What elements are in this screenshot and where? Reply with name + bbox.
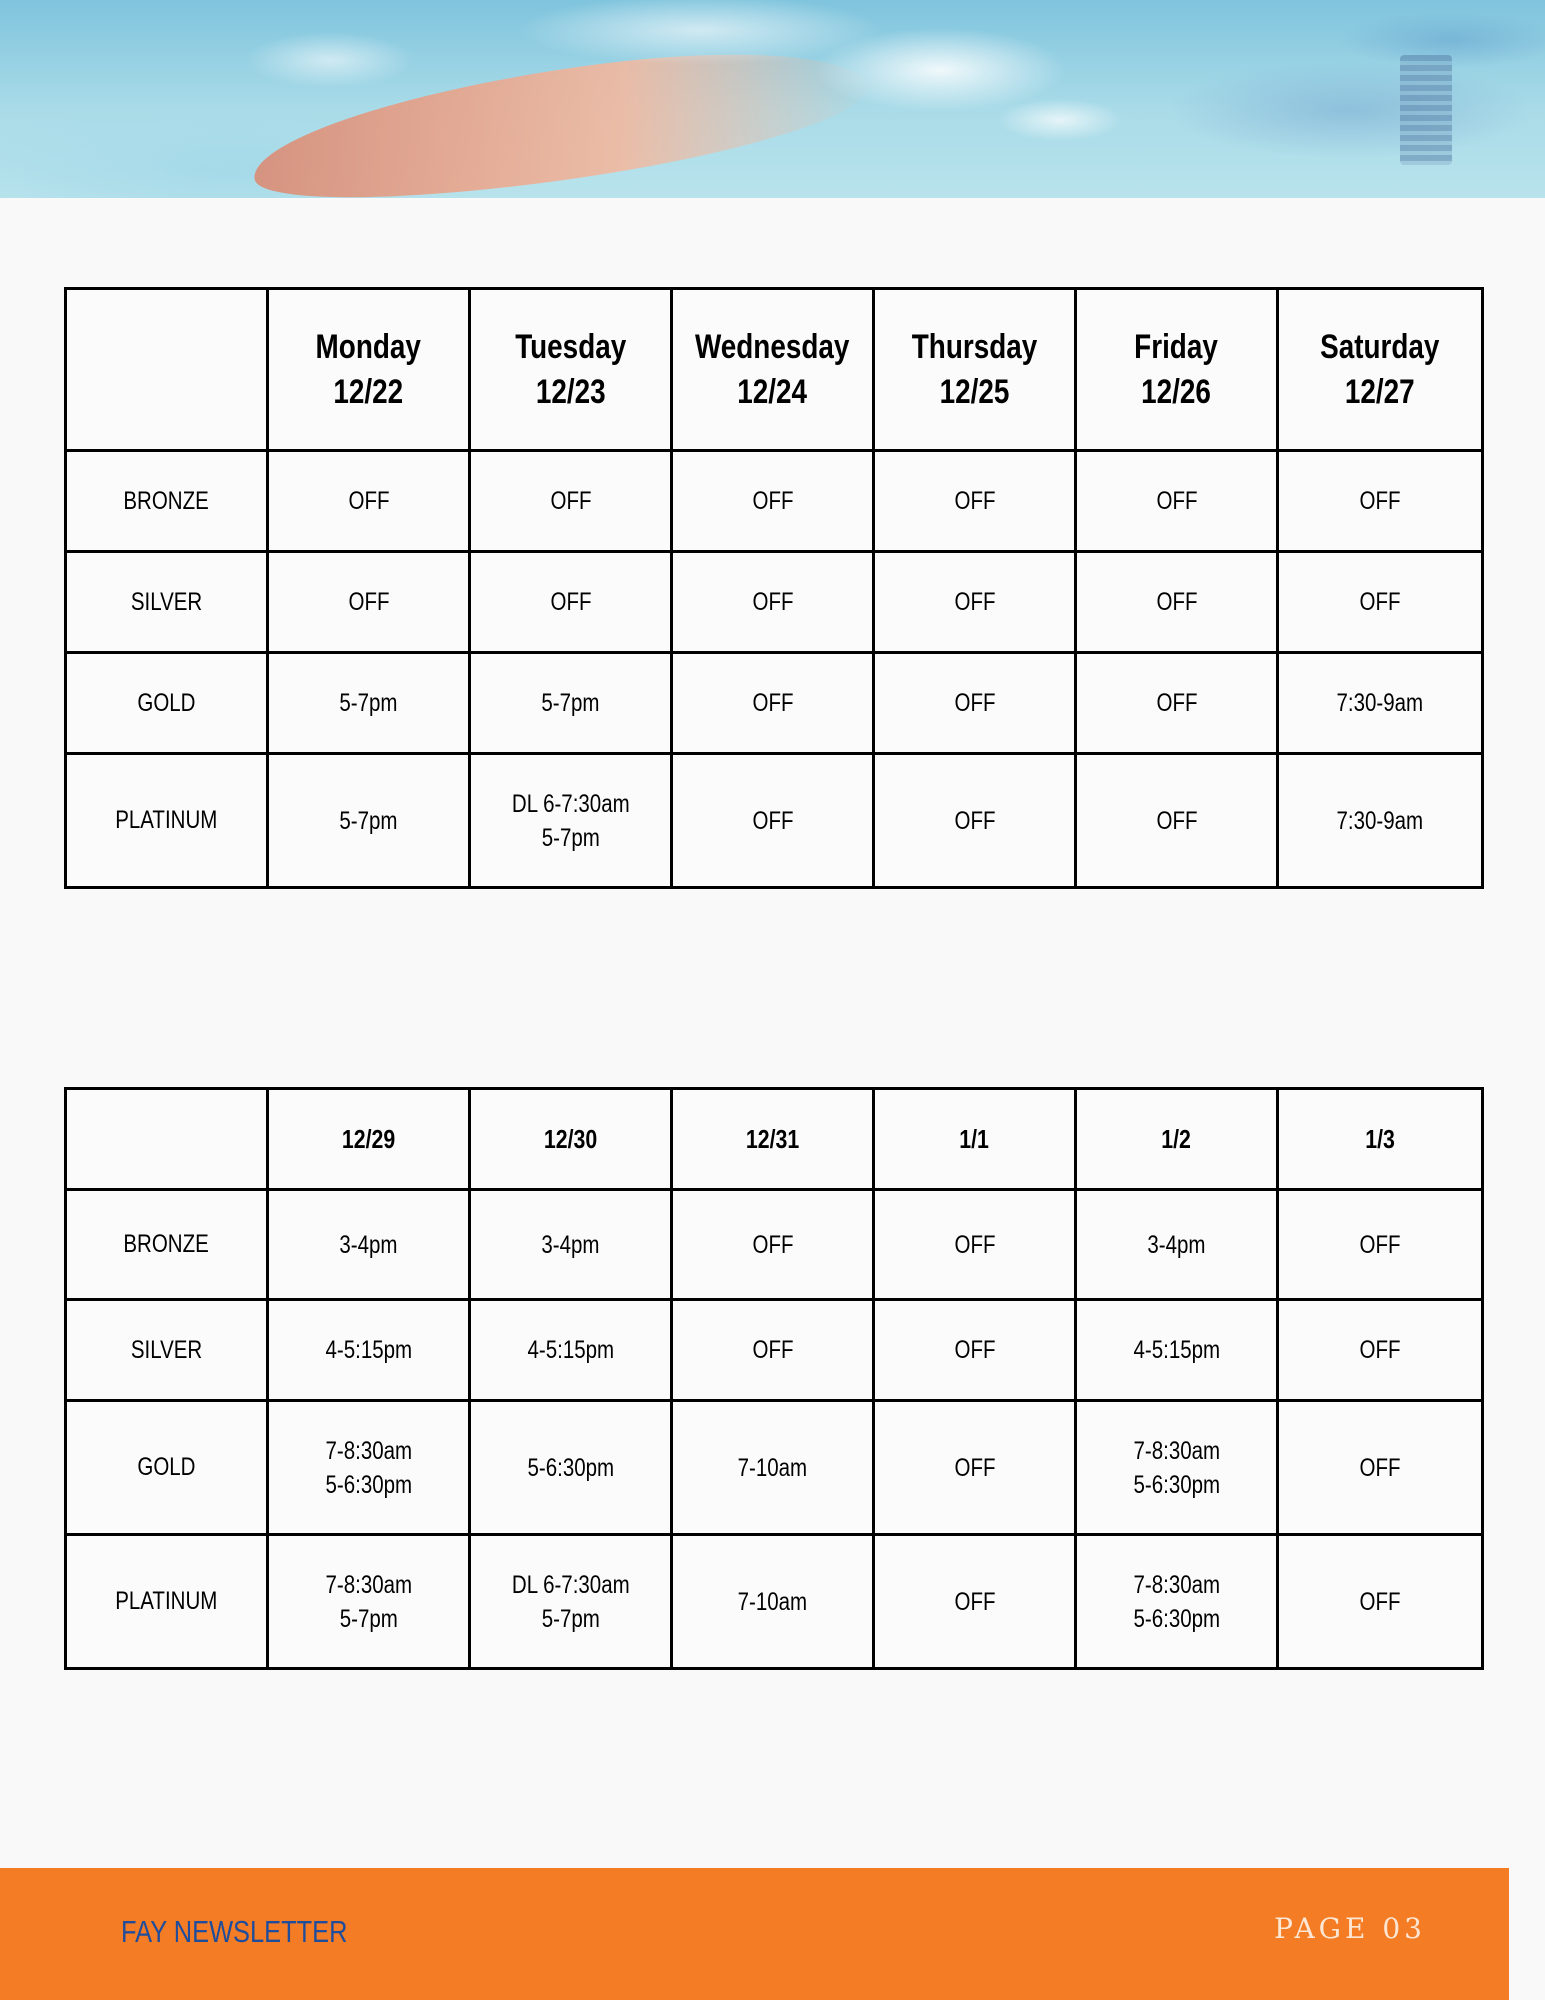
schedule-cell: 5-7pm	[470, 653, 672, 754]
schedule-table-week1	[64, 287, 1484, 889]
day-header: Wednesday 12/24	[672, 289, 874, 451]
schedule-cell: 7-10am	[672, 1401, 874, 1535]
schedule-cell: OFF	[1278, 1300, 1483, 1401]
schedule-cell: OFF	[672, 552, 874, 653]
schedule-cell: OFF	[1278, 552, 1483, 653]
table-row	[66, 754, 1483, 888]
group-label: PLATINUM	[66, 754, 268, 888]
table-row	[66, 552, 1483, 653]
schedule-cell: 7-8:30am 5-6:30pm	[1076, 1535, 1278, 1669]
schedule-cell: OFF	[1278, 1401, 1483, 1535]
schedule-table-week2	[64, 1087, 1484, 1670]
day-header: Tuesday 12/23	[470, 289, 672, 451]
schedule-cell: OFF	[672, 653, 874, 754]
schedule-cell: 7-8:30am 5-7pm	[268, 1535, 470, 1669]
group-label: BRONZE	[66, 1190, 268, 1300]
schedule-cell: OFF	[672, 1190, 874, 1300]
schedule-cell: OFF	[1076, 451, 1278, 552]
footer-bar	[0, 1868, 1509, 2000]
schedule-cell: 7-10am	[672, 1535, 874, 1669]
schedule-cell: OFF	[874, 552, 1076, 653]
table-row	[66, 653, 1483, 754]
corner-cell	[66, 289, 268, 451]
schedule-cell: DL 6-7:30am 5-7pm	[470, 754, 672, 888]
group-label: GOLD	[66, 1401, 268, 1535]
day-header: Saturday 12/27	[1278, 289, 1483, 451]
group-label: SILVER	[66, 1300, 268, 1401]
date-header: 1/1	[874, 1089, 1076, 1190]
schedule-cell: OFF	[470, 451, 672, 552]
schedule-cell: 3-4pm	[268, 1190, 470, 1300]
schedule-cell: OFF	[672, 754, 874, 888]
schedule-cell: 3-4pm	[470, 1190, 672, 1300]
table-row	[66, 1300, 1483, 1401]
schedule-cell: DL 6-7:30am 5-7pm	[470, 1535, 672, 1669]
schedule-cell: OFF	[874, 451, 1076, 552]
schedule-cell: 3-4pm	[1076, 1190, 1278, 1300]
table-header-row	[66, 289, 1483, 451]
schedule-cell: OFF	[268, 451, 470, 552]
group-label: SILVER	[66, 552, 268, 653]
group-label: PLATINUM	[66, 1535, 268, 1669]
schedule-cell: 4-5:15pm	[268, 1300, 470, 1401]
schedule-cell: OFF	[672, 451, 874, 552]
schedule-cell: 7-8:30am 5-6:30pm	[268, 1401, 470, 1535]
schedule-cell: OFF	[874, 1535, 1076, 1669]
date-header: 1/3	[1278, 1089, 1483, 1190]
schedule-cell: 7:30-9am	[1278, 754, 1483, 888]
group-label: BRONZE	[66, 451, 268, 552]
water-splash	[180, 0, 1180, 140]
day-header: Thursday 12/25	[874, 289, 1076, 451]
schedule-cell: OFF	[1076, 754, 1278, 888]
day-header: Friday 12/26	[1076, 289, 1278, 451]
table-row	[66, 1190, 1483, 1300]
schedule-cell: 5-7pm	[268, 653, 470, 754]
schedule-cell: OFF	[874, 653, 1076, 754]
day-header: Monday 12/22	[268, 289, 470, 451]
corner-cell	[66, 1089, 268, 1190]
schedule-cell: 7:30-9am	[1278, 653, 1483, 754]
date-header: 1/2	[1076, 1089, 1278, 1190]
table-row	[66, 451, 1483, 552]
table-row	[66, 1401, 1483, 1535]
table-row	[66, 1535, 1483, 1669]
schedule-cell: OFF	[1278, 451, 1483, 552]
schedule-cell: 4-5:15pm	[1076, 1300, 1278, 1401]
date-header: 12/30	[470, 1089, 672, 1190]
schedule-cell: OFF	[268, 552, 470, 653]
schedule-cell: OFF	[874, 1190, 1076, 1300]
swimmer-header-image	[0, 0, 1545, 198]
schedule-cell: 4-5:15pm	[470, 1300, 672, 1401]
date-header: 12/29	[268, 1089, 470, 1190]
pool-wall-grate	[1400, 55, 1452, 165]
schedule-cell: OFF	[874, 754, 1076, 888]
schedule-cell: OFF	[874, 1300, 1076, 1401]
table-header-row	[66, 1089, 1483, 1190]
schedule-cell: OFF	[1076, 653, 1278, 754]
schedule-cell: 7-8:30am 5-6:30pm	[1076, 1401, 1278, 1535]
page-number: PAGE 03	[1274, 1912, 1426, 1945]
newsletter-brand: FAY NEWSLETTER	[121, 1914, 348, 1949]
schedule-cell: OFF	[672, 1300, 874, 1401]
date-header: 12/31	[672, 1089, 874, 1190]
schedule-cell: OFF	[470, 552, 672, 653]
group-label: GOLD	[66, 653, 268, 754]
schedule-cell: OFF	[874, 1401, 1076, 1535]
schedule-cell: 5-7pm	[268, 754, 470, 888]
schedule-cell: OFF	[1278, 1535, 1483, 1669]
schedule-cell: OFF	[1076, 552, 1278, 653]
schedule-cell: 5-6:30pm	[470, 1401, 672, 1535]
schedule-cell: OFF	[1278, 1190, 1483, 1300]
